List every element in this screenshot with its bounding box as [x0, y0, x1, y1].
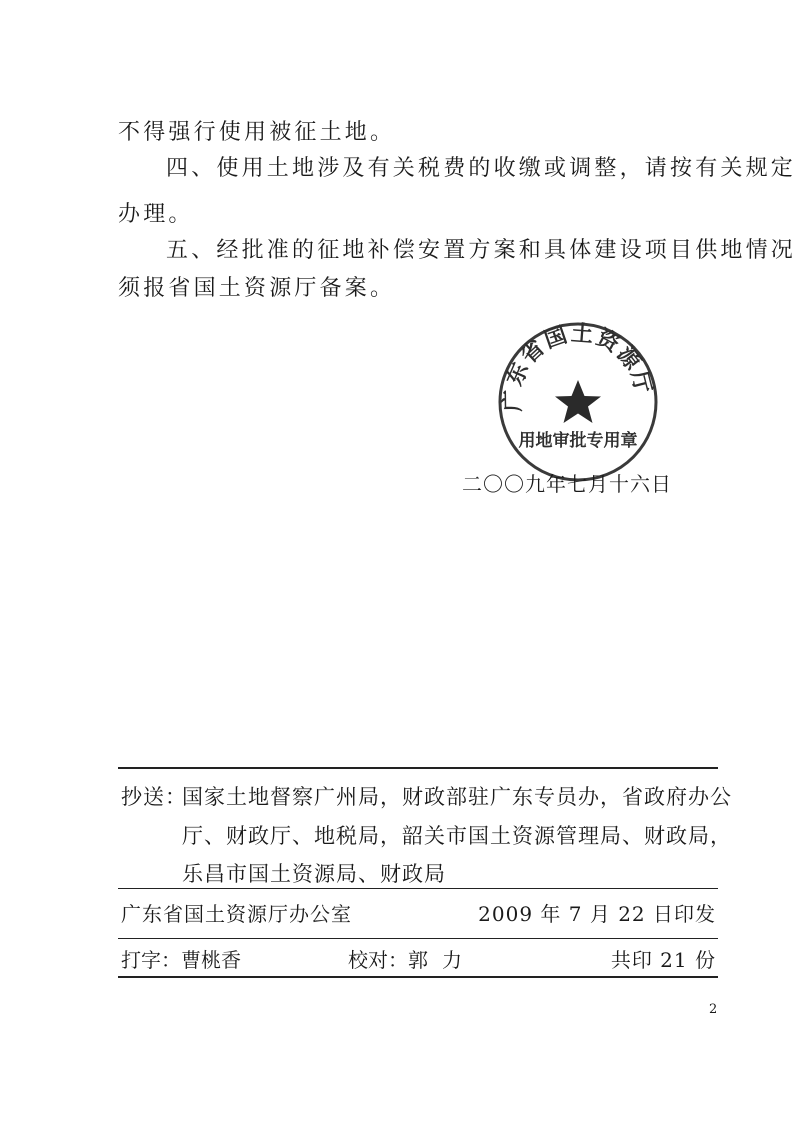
- body-line-1: 不得强行使用被征土地。: [118, 120, 396, 145]
- seal-arc-text: 广东省国土资源厅: [500, 321, 656, 412]
- typist-name: 曹桃香: [181, 948, 241, 972]
- divider-middle: [118, 888, 718, 889]
- page-number: 2: [709, 1002, 718, 1017]
- divider-top: [118, 767, 718, 769]
- signature-date: 二〇〇九年七月十六日: [462, 472, 672, 496]
- divider-bottom: [118, 976, 718, 978]
- issue-date: 2009 年 7 月 22 日印发: [478, 902, 716, 926]
- body-line-4: 五、经批准的征地补偿安置方案和具体建设项目供地情况: [166, 238, 797, 263]
- divider-lower: [118, 938, 718, 939]
- proof-name-1: 郭: [408, 948, 428, 972]
- body-line-2: 四、使用土地涉及有关税费的收缴或调整，请按有关规定: [166, 156, 797, 181]
- cc-line-2: 厅、财政厅、地税局，韶关市国土资源管理局、财政局，: [182, 824, 732, 848]
- issuing-office: 广东省国土资源厅办公室: [121, 902, 352, 926]
- body-line-5: 须报省国土资源厅备案。: [118, 276, 396, 301]
- cc-line-1: 国家土地督察广州局，财政部驻广东专员办，省政府办公: [182, 785, 732, 809]
- body-line-3: 办理。: [118, 202, 194, 227]
- typist-label: 打字：: [121, 948, 181, 972]
- star-icon: [555, 380, 601, 423]
- cc-label: 抄送：: [121, 785, 187, 809]
- official-seal-stamp: [496, 320, 660, 484]
- proof-name-2: 力: [442, 948, 462, 972]
- proofreader: [348, 950, 462, 970]
- typist: [121, 950, 241, 970]
- copies-count: 共印 21 份: [610, 948, 716, 972]
- seal-bottom-text: 用地审批专用章: [518, 431, 638, 451]
- cc-line-3: 乐昌市国土资源局、财政局: [182, 862, 446, 886]
- proof-label: 校对：: [348, 948, 408, 972]
